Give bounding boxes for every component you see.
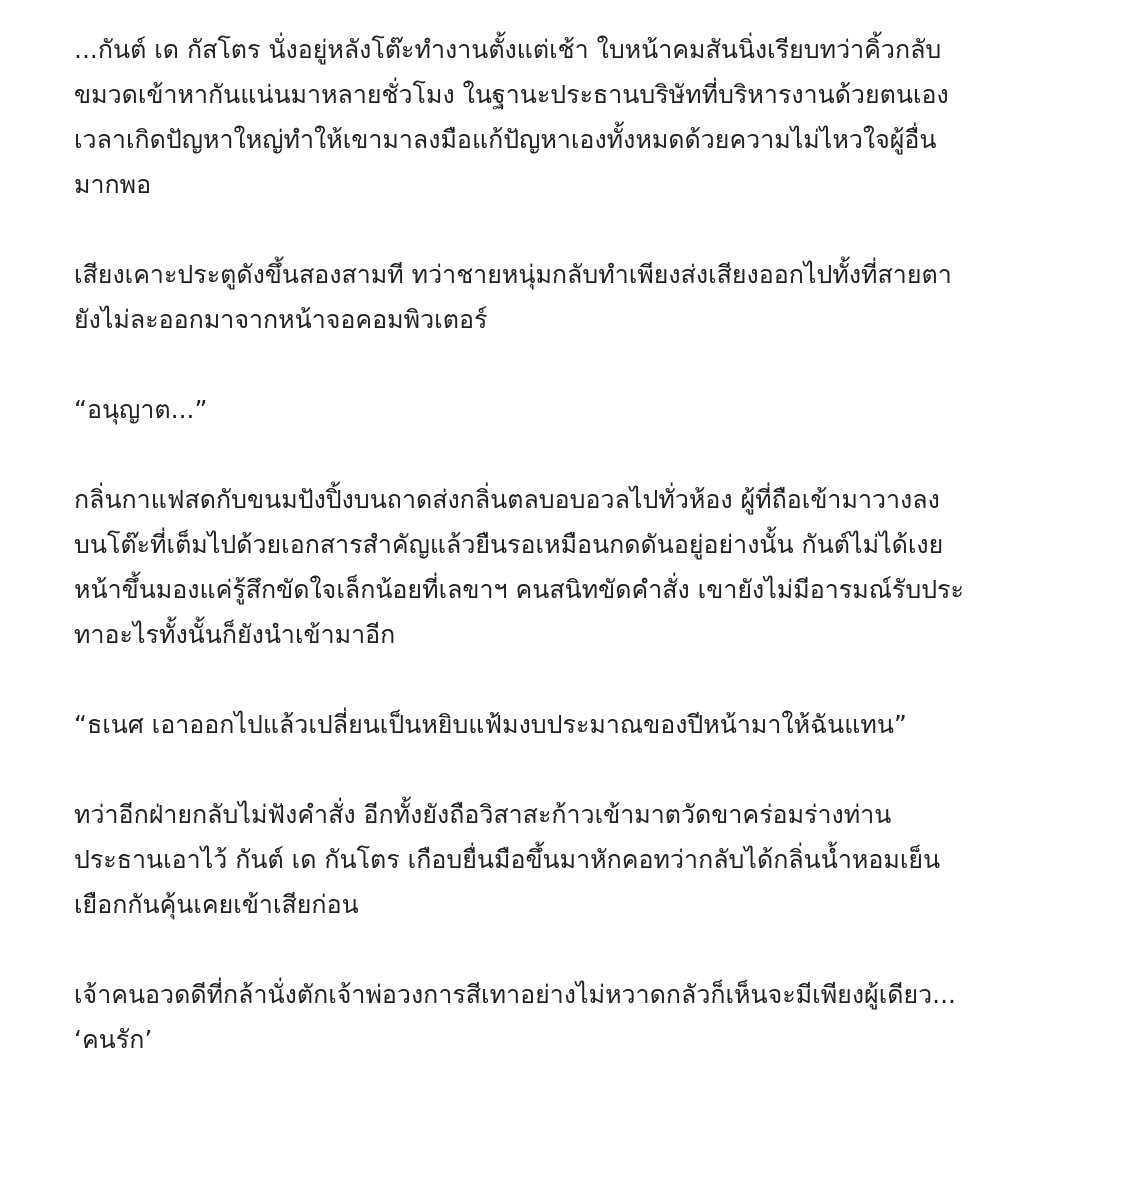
paragraph-lover: เจ้าคนอวดดีที่กล้านั่งตักเจ้าพ่อวงการสีเทาอย่างไม่หวาดกลัวก็เห็นจะมีเพียงผู้เดียว... ‘คนรัก’ [74,980,956,1054]
paragraph-coffee: กลิ่นกาแฟสดกับขนมปังปิ้งบนถาดส่งกลิ่นตลบอบอวลไปทั่วห้อง ผู้ที่ถือเข้ามาวางลง บนโต๊ะที่เต็มไปด้วยเอกสารสำคัญแล้วยืนรอเหมือนกดดันอยู่อย่างนั้น กันต์ไม่ได้เงย หน้าขึ้นมองแค่รู้สึกขัดใจเล็กน้อยที่เลขาฯ คนสนิทขัดคำสั่ง เขายังไม่มีอารมณ์รับประ ทาอะไรทั้งนั้นก็ยังนำเข้ามาอีก [74,485,964,649]
paragraph-opening: ...กันต์ เด กัสโตร นั่งอยู่หลังโต๊ะทำงานตั้งแต่เช้า ใบหน้าคมสันนิ่งเรียบทว่าคิ้วกลับ ขมวดเข้าหากันแน่นมาหลายชั่วโมง ในฐานะประธานบริษัทที่บริหารงานด้วยตนเอง เวลาเกิดปัญหาใหญ่ทำให้เขามาลงมือแก้ปัญหาเองทั้งหมดด้วยความไม่ไหวใจผู้อื่น มากพอ [74,35,949,199]
story-text [74,27,1064,1062]
dialogue-tanet: “ธเนศ เอาออกไปแล้วเปลี่ยนเป็นหยิบแฟ้มงบประมาณของปีหน้ามาให้ฉันแทน” [74,710,907,739]
paragraph-knock: เสียงเคาะประตูดังขึ้นสองสามที ทว่าชายหนุ่มกลับทำเพียงส่งเสียงออกไปทั้งที่สายตา ยังไม่ละออกมาจากหน้าจอคอมพิวเตอร์ [74,260,952,334]
paragraph-straddle: ทว่าอีกฝ่ายกลับไม่ฟังคำสั่ง อีกทั้งยังถือวิสาสะก้าวเข้ามาตวัดขาคร่อมร่างท่าน ประธานเอาไว้ กันต์ เด กันโตร เกือบยื่นมือขึ้นมาหักคอทว่ากลับได้กลิ่นน้ำหอมเย็น เยือกกันคุ้นเคยเข้าเสียก่อน [74,800,941,919]
dialogue-permission: “อนุญาต...” [74,395,208,424]
